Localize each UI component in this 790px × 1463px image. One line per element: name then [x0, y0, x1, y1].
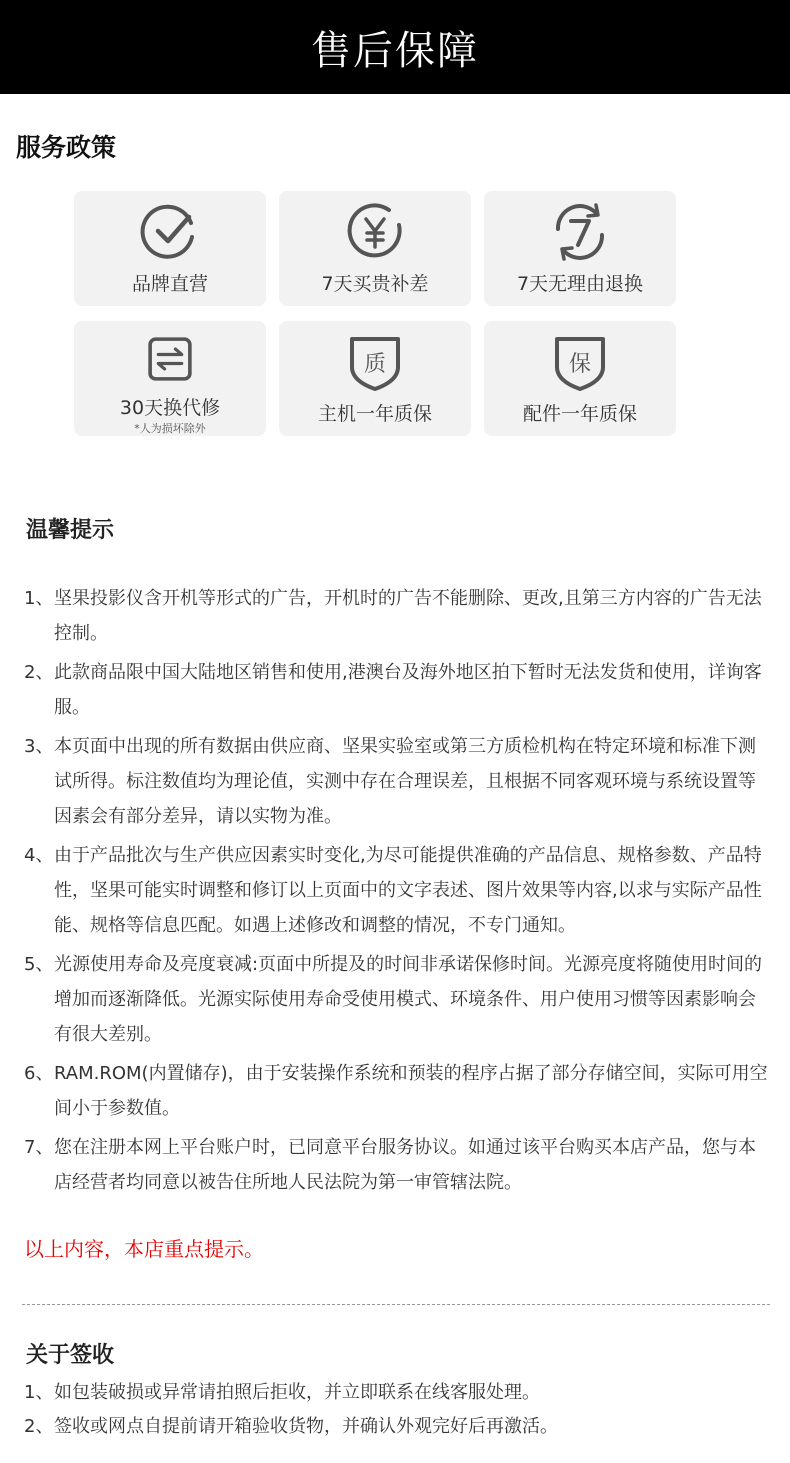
quality-shield-icon — [344, 331, 406, 393]
list-item-text: 本页面中出现的所有数据由供应商、坚果实验室或第三方质检机构在特定环境和标准下测试所得。标注数值均为理论值，实测中存在合理误差，且根据不同客观环境与系统设置等因素会有部分差异，请以实物为准。 — [54, 736, 756, 827]
exchange-icon — [139, 331, 201, 387]
policy-card-exchange — [74, 321, 266, 436]
card-label: 主机一年质保 — [317, 403, 432, 425]
tips-title: 温馨提示 — [26, 518, 115, 543]
yen-circle-icon — [344, 201, 406, 263]
list-item — [24, 838, 769, 943]
receipt-title: 关于签收 — [26, 1343, 115, 1368]
card-label: 品牌直营 — [131, 273, 208, 295]
list-item-text: 坚果投影仪含开机等形式的广告，开机时的广告不能删除、更改,且第三方内容的广告无法控制。 — [54, 588, 762, 644]
list-item — [24, 1410, 769, 1444]
header-banner — [0, 0, 790, 94]
card-note: *人为损坏除外 — [134, 422, 206, 435]
list-item-number: 7、 — [24, 1137, 54, 1158]
warranty-shield-icon — [549, 331, 611, 393]
card-label: 7天无理由退换 — [516, 273, 644, 295]
list-item-number: 4、 — [24, 845, 54, 866]
list-item — [24, 655, 769, 725]
list-item-number: 2、 — [24, 662, 54, 683]
card-label: 7天买贵补差 — [321, 273, 429, 295]
list-item-number: 5、 — [24, 954, 54, 975]
policy-card-return — [484, 191, 676, 306]
policy-card-price-protect — [279, 191, 471, 306]
svg-text:保: 保 — [568, 352, 592, 377]
card-label: 配件一年质保 — [522, 403, 637, 425]
service-policy-title: 服务政策 — [16, 133, 117, 162]
policy-card-brand — [74, 191, 266, 306]
svg-text:质: 质 — [363, 352, 387, 377]
list-item-text: 光源使用寿命及亮度衰减:页面中所提及的时间非承诺保修时间。光源亮度将随使用时间的增加而逐渐降低。光源实际使用寿命受使用模式、环境条件、用户使用习惯等因素影响会有很大差别。 — [54, 954, 763, 1045]
list-item-text: 签收或网点自提前请开箱验收货物，并确认外观完好后再激活。 — [54, 1416, 558, 1437]
policy-card-accessory-warranty — [484, 321, 676, 436]
list-item-text: 如包装破损或异常请拍照后拒收，并立即联系在线客服处理。 — [54, 1382, 540, 1403]
list-item-number: 1、 — [24, 1382, 54, 1403]
policy-card-host-warranty — [279, 321, 471, 436]
list-item — [24, 1376, 769, 1410]
check-circle-icon — [139, 201, 201, 263]
policy-grid — [74, 191, 676, 436]
list-item-text: RAM.ROM(内置储存)，由于安装操作系统和预装的程序占据了部分存储空间，实际可用空间小于参数值。 — [54, 1063, 768, 1119]
list-item — [24, 1130, 769, 1200]
list-item-number: 2、 — [24, 1416, 54, 1437]
list-item-text: 由于产品批次与生产供应因素实时变化,为尽可能提供准确的产品信息、规格参数、产品特性，坚果可能实时调整和修订以上页面中的文字表述、图片效果等内容,以求与实际产品性能、规格等信息匹配。如遇上述修改和调整的情况，不专门通知。 — [54, 845, 762, 936]
seven-day-return-icon — [549, 201, 611, 263]
list-item — [24, 729, 769, 834]
receipt-list — [24, 1376, 769, 1444]
dashed-divider — [22, 1304, 770, 1305]
page-title: 售后保障 — [311, 27, 479, 74]
key-notice: 以上内容，本店重点提示。 — [24, 1237, 264, 1261]
tips-list — [24, 581, 769, 1204]
list-item-text: 此款商品限中国大陆地区销售和使用,港澳台及海外地区拍下暂时无法发货和使用，详询客服。 — [54, 662, 762, 718]
list-item-number: 1、 — [24, 588, 54, 609]
card-label: 30天换代修 — [119, 397, 221, 419]
list-item — [24, 581, 769, 651]
list-item-number: 3、 — [24, 736, 54, 757]
list-item — [24, 947, 769, 1052]
list-item-text: 您在注册本网上平台账户时，已同意平台服务协议。如通过该平台购买本店产品，您与本店经营者均同意以被告住所地人民法院为第一审管辖法院。 — [54, 1137, 756, 1193]
list-item-number: 6、 — [24, 1063, 54, 1084]
list-item — [24, 1056, 769, 1126]
